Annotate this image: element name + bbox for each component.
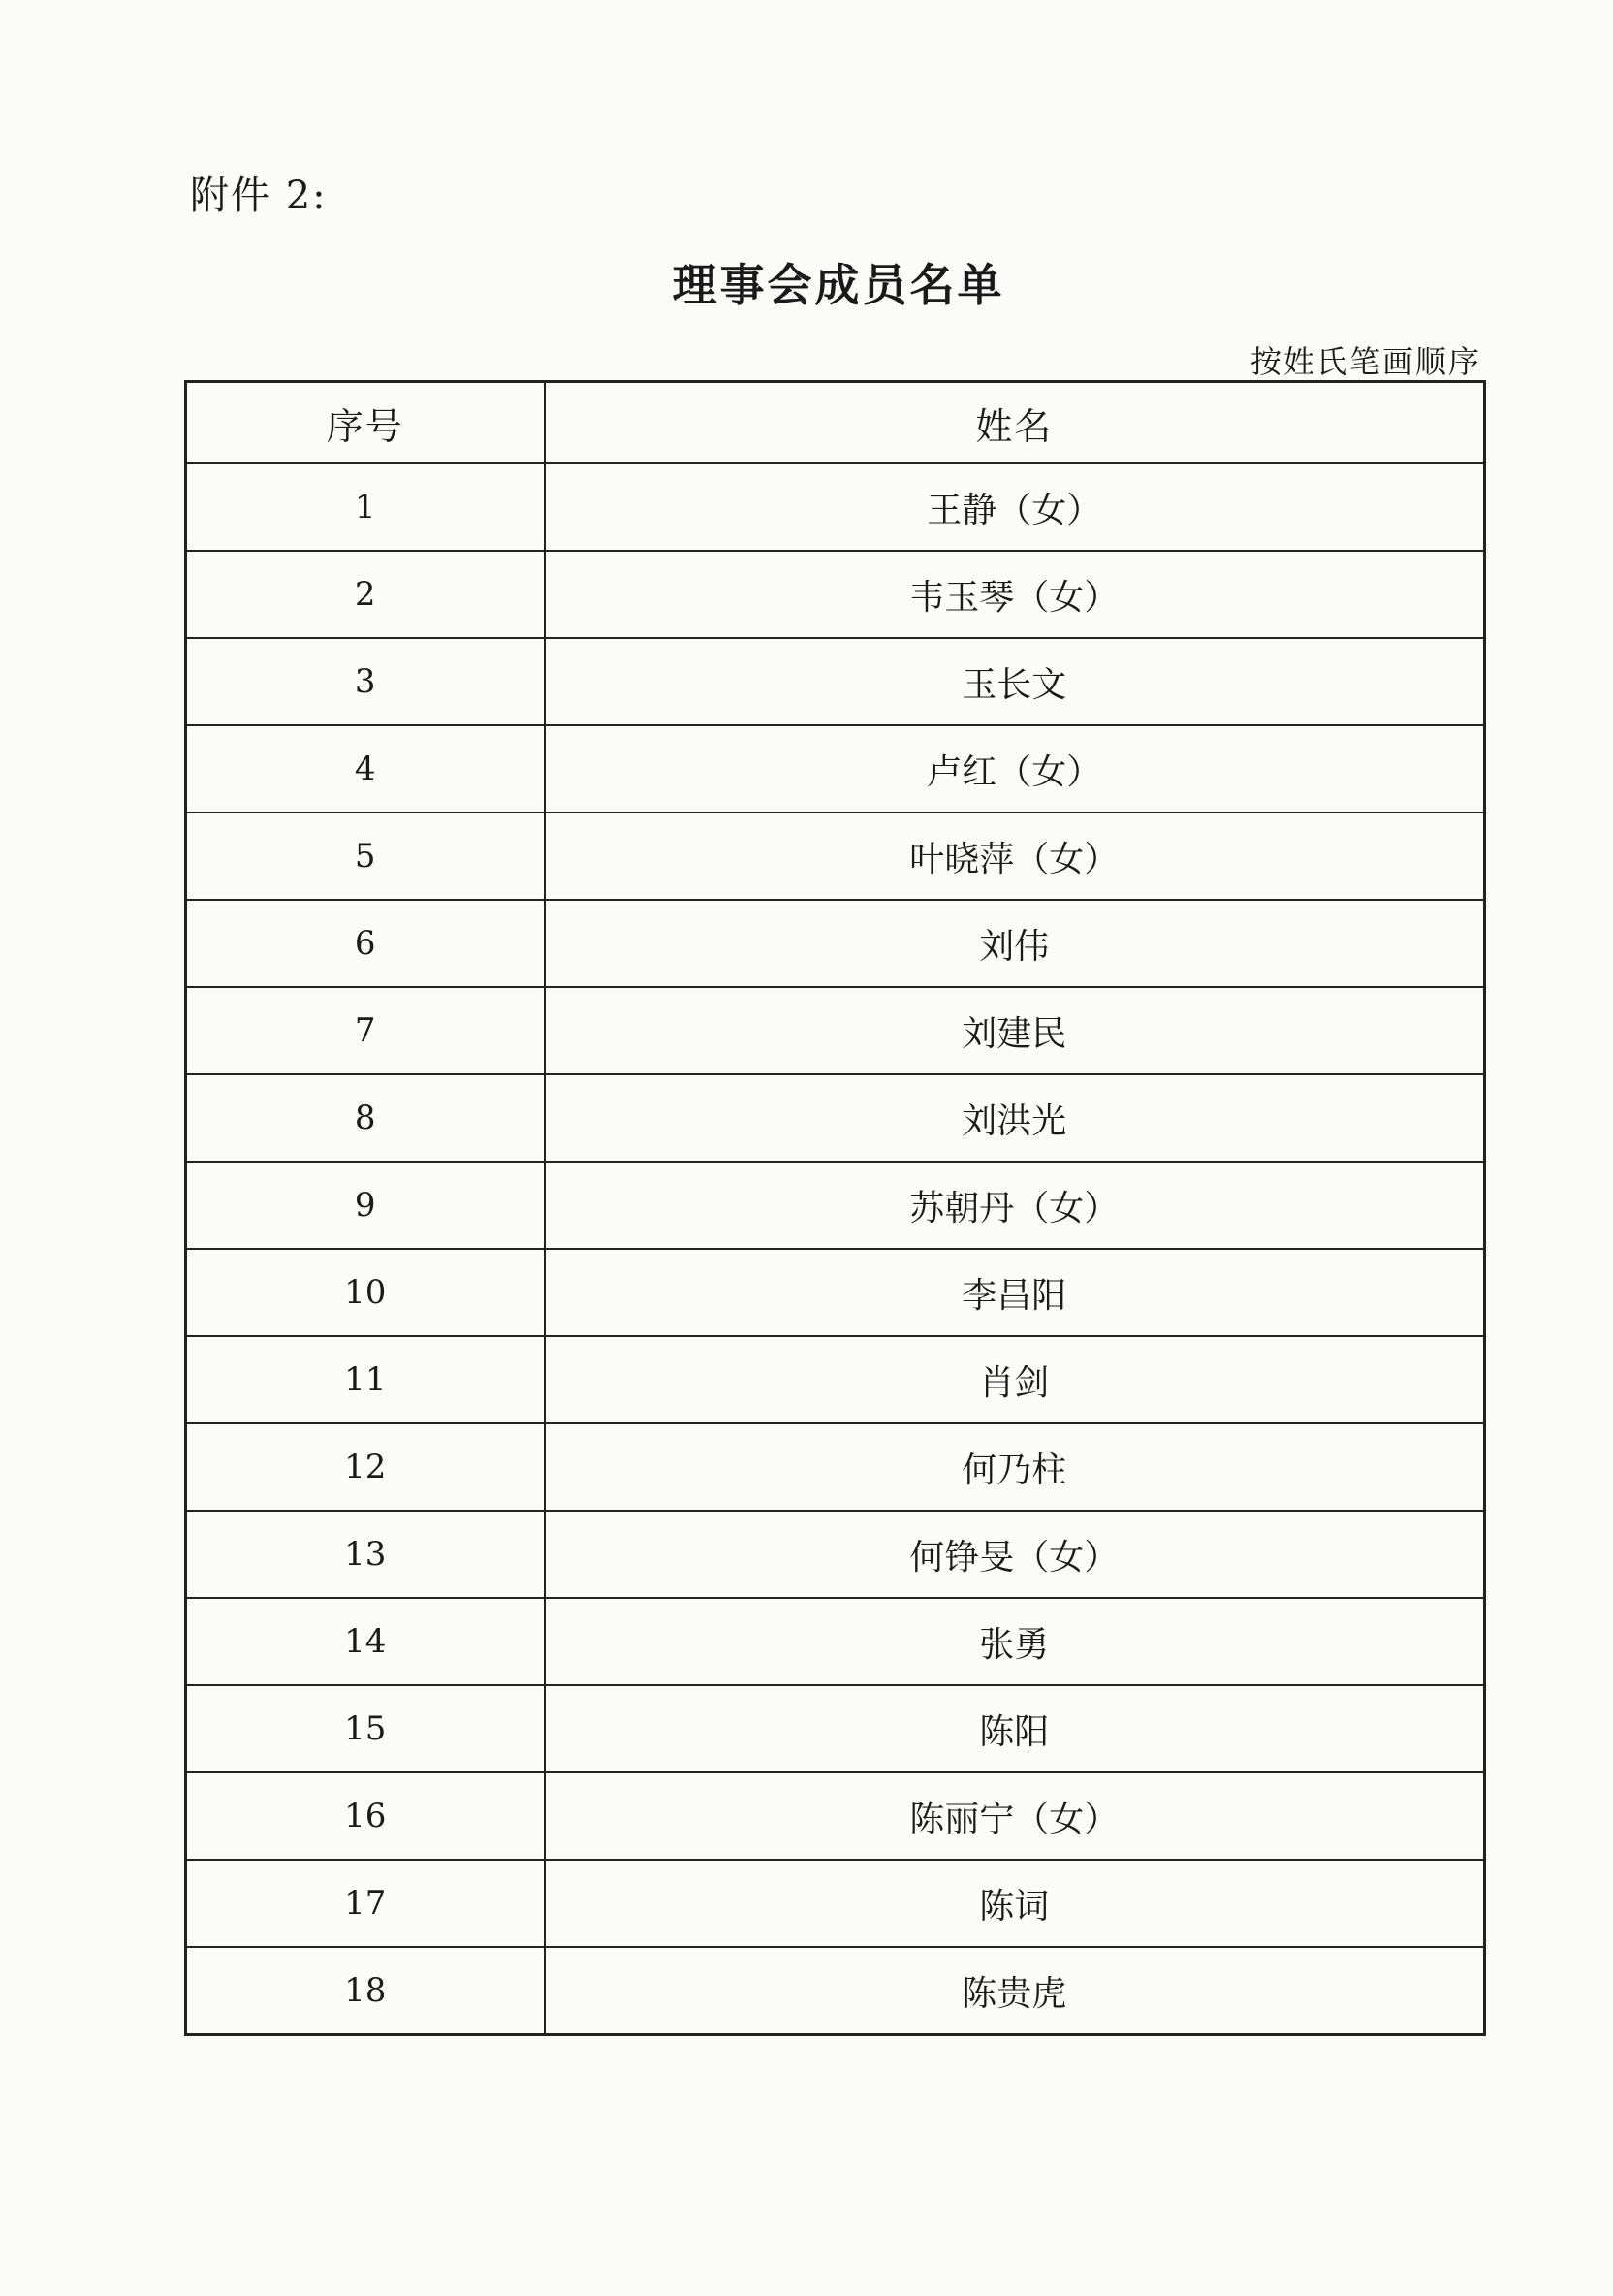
table-row: [186, 1685, 1485, 1772]
table-row: [186, 1249, 1485, 1336]
header-number: 序号: [186, 382, 545, 464]
member-name: 李昌阳: [545, 1249, 1485, 1336]
order-note: 按姓氏笔画顺序: [1249, 343, 1481, 380]
member-name: 玉长文: [545, 638, 1485, 725]
member-name: 何铮旻（女）: [545, 1511, 1485, 1598]
table-row: [186, 1598, 1485, 1685]
table-row: [186, 813, 1485, 900]
table-row: [186, 1336, 1485, 1423]
row-number: 11: [186, 1336, 545, 1423]
member-name: 叶晓萍（女）: [545, 813, 1485, 900]
member-name: 韦玉琴（女）: [545, 551, 1485, 638]
member-name: 肖剑: [545, 1336, 1485, 1423]
row-number: 13: [186, 1511, 545, 1598]
attachment-label: 附件 2:: [190, 174, 328, 218]
member-name: 陈贵虎: [545, 1947, 1485, 2035]
table-row: [186, 987, 1485, 1074]
table-row: [186, 1074, 1485, 1162]
member-name: 王静（女）: [545, 463, 1485, 551]
table-row: [186, 1162, 1485, 1249]
member-name: 陈丽宁（女）: [545, 1772, 1485, 1860]
row-number: 18: [186, 1947, 545, 2035]
row-number: 9: [186, 1162, 545, 1249]
table-row: [186, 1511, 1485, 1598]
row-number: 14: [186, 1598, 545, 1685]
table-row: [186, 725, 1485, 813]
member-name: 张勇: [545, 1598, 1485, 1685]
table-row: [186, 1772, 1485, 1860]
member-name: 卢红（女）: [545, 725, 1485, 813]
row-number: 1: [186, 463, 545, 551]
table-body: [186, 463, 1485, 2035]
row-number: 7: [186, 987, 545, 1074]
row-number: 8: [186, 1074, 545, 1162]
table-row: [186, 463, 1485, 551]
row-number: 6: [186, 900, 545, 987]
row-number: 5: [186, 813, 545, 900]
row-number: 12: [186, 1423, 545, 1511]
member-name: 苏朝丹（女）: [545, 1162, 1485, 1249]
member-table: [184, 380, 1486, 2036]
table-header-row: [186, 382, 1485, 464]
table-row: [186, 1947, 1485, 2035]
table-row: [186, 638, 1485, 725]
row-number: 17: [186, 1860, 545, 1947]
row-number: 4: [186, 725, 545, 813]
page-title: 理事会成员名单: [672, 259, 1005, 311]
member-name: 陈阳: [545, 1685, 1485, 1772]
row-number: 16: [186, 1772, 545, 1860]
row-number: 10: [186, 1249, 545, 1336]
table-row: [186, 900, 1485, 987]
row-number: 2: [186, 551, 545, 638]
row-number: 3: [186, 638, 545, 725]
member-name: 刘建民: [545, 987, 1485, 1074]
header-name: 姓名: [545, 382, 1485, 464]
member-name: 陈词: [545, 1860, 1485, 1947]
member-name: 刘伟: [545, 900, 1485, 987]
member-name: 刘洪光: [545, 1074, 1485, 1162]
table-row: [186, 1860, 1485, 1947]
table-row: [186, 1423, 1485, 1511]
member-name: 何乃柱: [545, 1423, 1485, 1511]
table-row: [186, 551, 1485, 638]
row-number: 15: [186, 1685, 545, 1772]
